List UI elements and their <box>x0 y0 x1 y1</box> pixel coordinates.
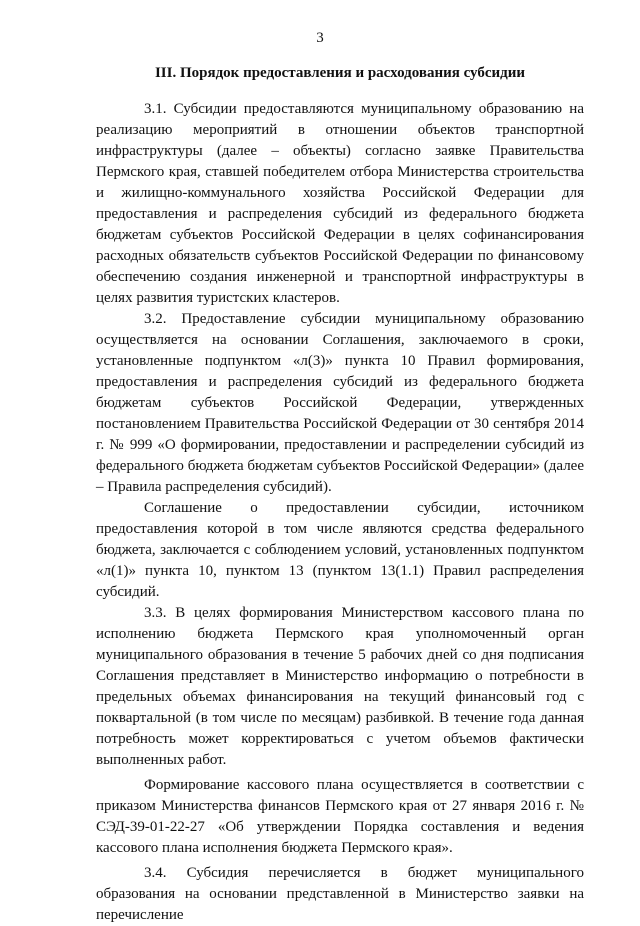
paragraph-3-4: 3.4. Субсидия перечисляется в бюджет муниципального образования на основании представленной в Министерство заявки на перечисление <box>96 865 584 923</box>
paragraph-3-1: 3.1. Субсидии предоставляются муниципальному образованию на реализацию мероприятий в отношении объектов транспортной инфраструктуры (далее – объекты) согласно заявке Правительства Пермского края, ставшей победителем отбора Министерства строительства и жилищно-коммунального хозяйства Российской Федерации для предоставления и распределения субсидий из федерального бюджета бюджетам субъектов Российской Федерации в целях софинансирования расходных обязательств субъектов Российской Федерации по финансовому обеспечению создания инженерной и транспортной инфраструктуры в целях развития туристских кластеров. <box>96 101 584 306</box>
page-number: 3 <box>316 30 324 46</box>
section-heading: III. Порядок предоставления и расходования субсидии <box>154 65 526 81</box>
document-body <box>96 99 584 926</box>
paragraph-cash-plan: Формирование кассового плана осуществляется в соответствии с приказом Министерства финансов Пермского края от 27 января 2016 г. № СЭД-39-01-22-27 «Об утверждении Порядка составления и ведения кассового плана исполнения бюджета Пермского края». <box>96 777 584 856</box>
paragraph-3-2: 3.2. Предоставление субсидии муниципальному образованию осуществляется на основании Соглашения, заключаемого в сроки, установленные подпунктом «л(3)» пункта 10 Правил формирования, предоставления и распределения субсидий из федерального бюджета бюджетам субъектов Российской Федерации, утвержденных постановлением Правительства Российской Федерации от 30 сентября 2014 г. № 999 «О формировании, предоставлении и распределении субсидий из федерального бюджета бюджетам субъектов Российской Федерации» (далее – Правила распределения субсидий). <box>96 311 584 495</box>
paragraph-agreement: Соглашение о предоставлении субсидии, источником предоставления которой в том числе являются средства федерального бюджета, заключается с соблюдением условий, установленных подпунктом «л(1)» пункта 10, пунктом 13 (пунктом 13(1.1) Правил распределения субсидий. <box>96 500 584 600</box>
paragraph-3-3: 3.3. В целях формирования Министерством кассового плана по исполнению бюджета Пермского края уполномоченный орган муниципального образования в течение 5 рабочих дней со дня подписания Соглашения представляет в Министерство информацию о потребности в предельных объемах финансирования на текущий финансовый год с поквартальной (в том числе по месяцам) разбивкой. В течение года данная потребность может корректироваться с учетом объемов фактически выполненных работ. <box>96 605 584 768</box>
